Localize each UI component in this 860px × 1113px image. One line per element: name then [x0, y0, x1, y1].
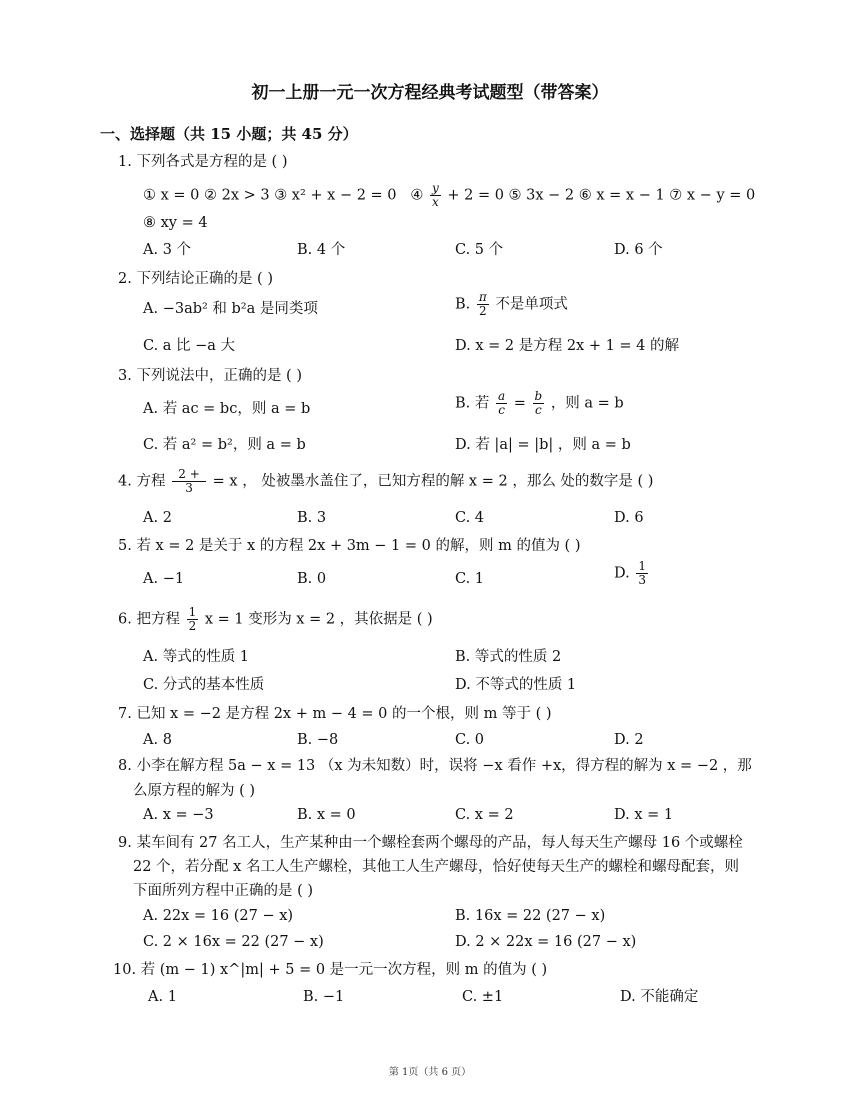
q1-option-b: B. 4 个 [297, 242, 346, 258]
q3-b-num1: a [497, 389, 506, 403]
q2-b-fraction [477, 291, 489, 318]
q6-line [118, 606, 433, 633]
q10-option-c: C. ±1 [462, 989, 504, 1005]
page-title: 初一上册一元一次方程经典考试题型（带答案） [251, 83, 609, 103]
q5-stem: 5. 若 x = 2 是关于 x 的方程 2x + 3m − 1 = 0 的解，则 m 的值为 ( ) [118, 538, 581, 554]
q5-option-a: A. −1 [143, 571, 185, 587]
q4-tail: = x ， 处被墨水盖住了，已知方程的解 x = 2 ，那么 处的数字是 ( ) [212, 473, 654, 490]
q9-option-d: D. 2 × 22x = 16 (27 − x) [455, 934, 637, 950]
q3-b-den2: c [534, 403, 542, 417]
q2-b-num: π [478, 290, 487, 304]
page-footer: 第 1页（共 6 页） [388, 1067, 472, 1078]
q8-option-b: B. x = 0 [297, 807, 356, 823]
q6-option-c: C. 分式的基本性质 [143, 677, 265, 693]
q8-line2: 么原方程的解为 ( ) [133, 783, 256, 799]
q3-b-den1: c [498, 403, 505, 417]
q2-b-lead: B. [455, 296, 471, 313]
q1-option-a: A. 3 个 [143, 242, 192, 258]
q2-b-tail: 不是单项式 [495, 296, 568, 313]
q9-line3: 下面所列方程中正确的是 ( ) [133, 883, 314, 899]
q10-option-b: B. −1 [303, 989, 345, 1005]
q2-option-d: D. x = 2 是方程 2x + 1 = 4 的解 [455, 338, 680, 354]
q5-d-fraction [636, 560, 648, 587]
q2-option-a: A. −3ab² 和 b²a 是同类项 [143, 301, 318, 317]
q6-tail: x = 1 变形为 x = 2 ，其依据是 ( ) [204, 611, 433, 628]
q3-b-lead: B. 若 [455, 395, 490, 412]
q8-option-c: C. x = 2 [455, 807, 514, 823]
q5-d-num: 1 [638, 559, 646, 573]
q4-num: 2 + [172, 468, 206, 482]
q9-line1: 9. 某车间有 27 名工人，生产某种由一个螺栓套两个螺母的产品，每人每天生产螺母 16 个或螺栓 [118, 835, 743, 851]
q9-option-c: C. 2 × 16x = 22 (27 − x) [143, 934, 324, 950]
q8-option-a: A. x = −3 [143, 807, 214, 823]
q1-frac-num: y [431, 181, 439, 195]
q7-option-b: B. −8 [297, 732, 339, 748]
q3-b-tail: ，则 a = b [550, 395, 624, 412]
q6-option-a: A. 等式的性质 1 [143, 649, 250, 665]
q10-option-a: A. 1 [148, 989, 177, 1005]
q9-option-b: B. 16x = 22 (27 − x) [455, 908, 606, 924]
q3-b-num2: b [534, 389, 543, 403]
q3-b-eq: = [513, 395, 526, 412]
q10-stem: 10. 若 (m − 1) x^|m| + 5 = 0 是一元一次方程，则 m 的值为 ( ) [113, 962, 548, 978]
q2-b-den: 2 [479, 304, 487, 318]
q1-option-c: C. 5 个 [455, 242, 504, 258]
q1-line2: ⑧ xy = 4 [143, 215, 208, 231]
q4-option-c: C. 4 [455, 510, 485, 526]
q5-d-lead: D. [614, 565, 630, 582]
q7-option-a: A. 8 [143, 732, 172, 748]
q1-frac-den: x [431, 195, 439, 209]
q1-line1 [143, 182, 755, 209]
q1-fraction [430, 182, 441, 209]
q8-option-d: D. x = 1 [614, 807, 674, 823]
q9-option-a: A. 22x = 16 (27 − x) [143, 908, 294, 924]
q6-den: 2 [188, 619, 197, 633]
q1-line1b-text: + 2 = 0 ⑤ 3x − 2 ⑥ x = x − 1 ⑦ x − y = 0 [447, 187, 756, 204]
q4-den: 3 [185, 481, 193, 495]
section-heading: 一、选择题（共 15 小题；共 45 分） [100, 125, 358, 143]
q3-option-b [455, 390, 624, 417]
q3-option-a: A. 若 ac = bc，则 a = b [143, 401, 311, 417]
q6-option-d: D. 不等式的性质 1 [455, 677, 577, 693]
q10-option-d: D. 不能确定 [620, 989, 699, 1005]
q6-lead: 6. 把方程 [118, 611, 180, 628]
q4-option-b: B. 3 [297, 510, 327, 526]
q2-option-c: C. a 比 −a 大 [143, 338, 236, 354]
q4-fraction [172, 468, 206, 495]
q4-option-d: D. 6 [614, 510, 644, 526]
q8-line1: 8. 小李在解方程 5a − x = 13 （x 为未知数）时，误将 −x 看作 +x，得方程的解为 x = −2 ，那 [118, 758, 752, 774]
q7-option-c: C. 0 [455, 732, 485, 748]
q5-option-b: B. 0 [297, 571, 327, 587]
q1-frac-lead: ④ [410, 187, 424, 204]
q5-option-d [614, 560, 650, 587]
q1-line1-text: ① x = 0 ② 2x > 3 ③ x² + x − 2 = 0 [143, 187, 397, 204]
q1-stem: 1. 下列各式是方程的是 ( ) [118, 154, 288, 170]
q3-option-c: C. 若 a² = b²，则 a = b [143, 437, 306, 453]
q5-option-c: C. 1 [455, 571, 485, 587]
q3-stem: 3. 下列说法中，正确的是 ( ) [118, 368, 302, 384]
q7-option-d: D. 2 [614, 732, 644, 748]
q6-option-b: B. 等式的性质 2 [455, 649, 562, 665]
q5-d-den: 3 [638, 573, 646, 587]
q3-b-fraction-1 [496, 390, 507, 417]
q3-b-fraction-2 [533, 390, 545, 417]
q4-option-a: A. 2 [143, 510, 172, 526]
q2-stem: 2. 下列结论正确的是 ( ) [118, 271, 273, 287]
q2-option-b [455, 291, 568, 318]
q4-line [118, 468, 653, 495]
q6-num: 1 [188, 605, 197, 619]
q6-fraction [187, 606, 199, 633]
q3-option-d: D. 若 |a| = |b| ，则 a = b [455, 437, 631, 453]
q9-line2: 22 个，若分配 x 名工人生产螺栓，其他工人生产螺母，恰好使每天生产的螺栓和螺母配套，则 [133, 859, 739, 875]
q7-stem: 7. 已知 x = −2 是方程 2x + m − 4 = 0 的一个根，则 m 等于 ( ) [118, 706, 552, 722]
q1-option-d: D. 6 个 [614, 242, 663, 258]
q4-lead: 4. 方程 [118, 473, 166, 490]
